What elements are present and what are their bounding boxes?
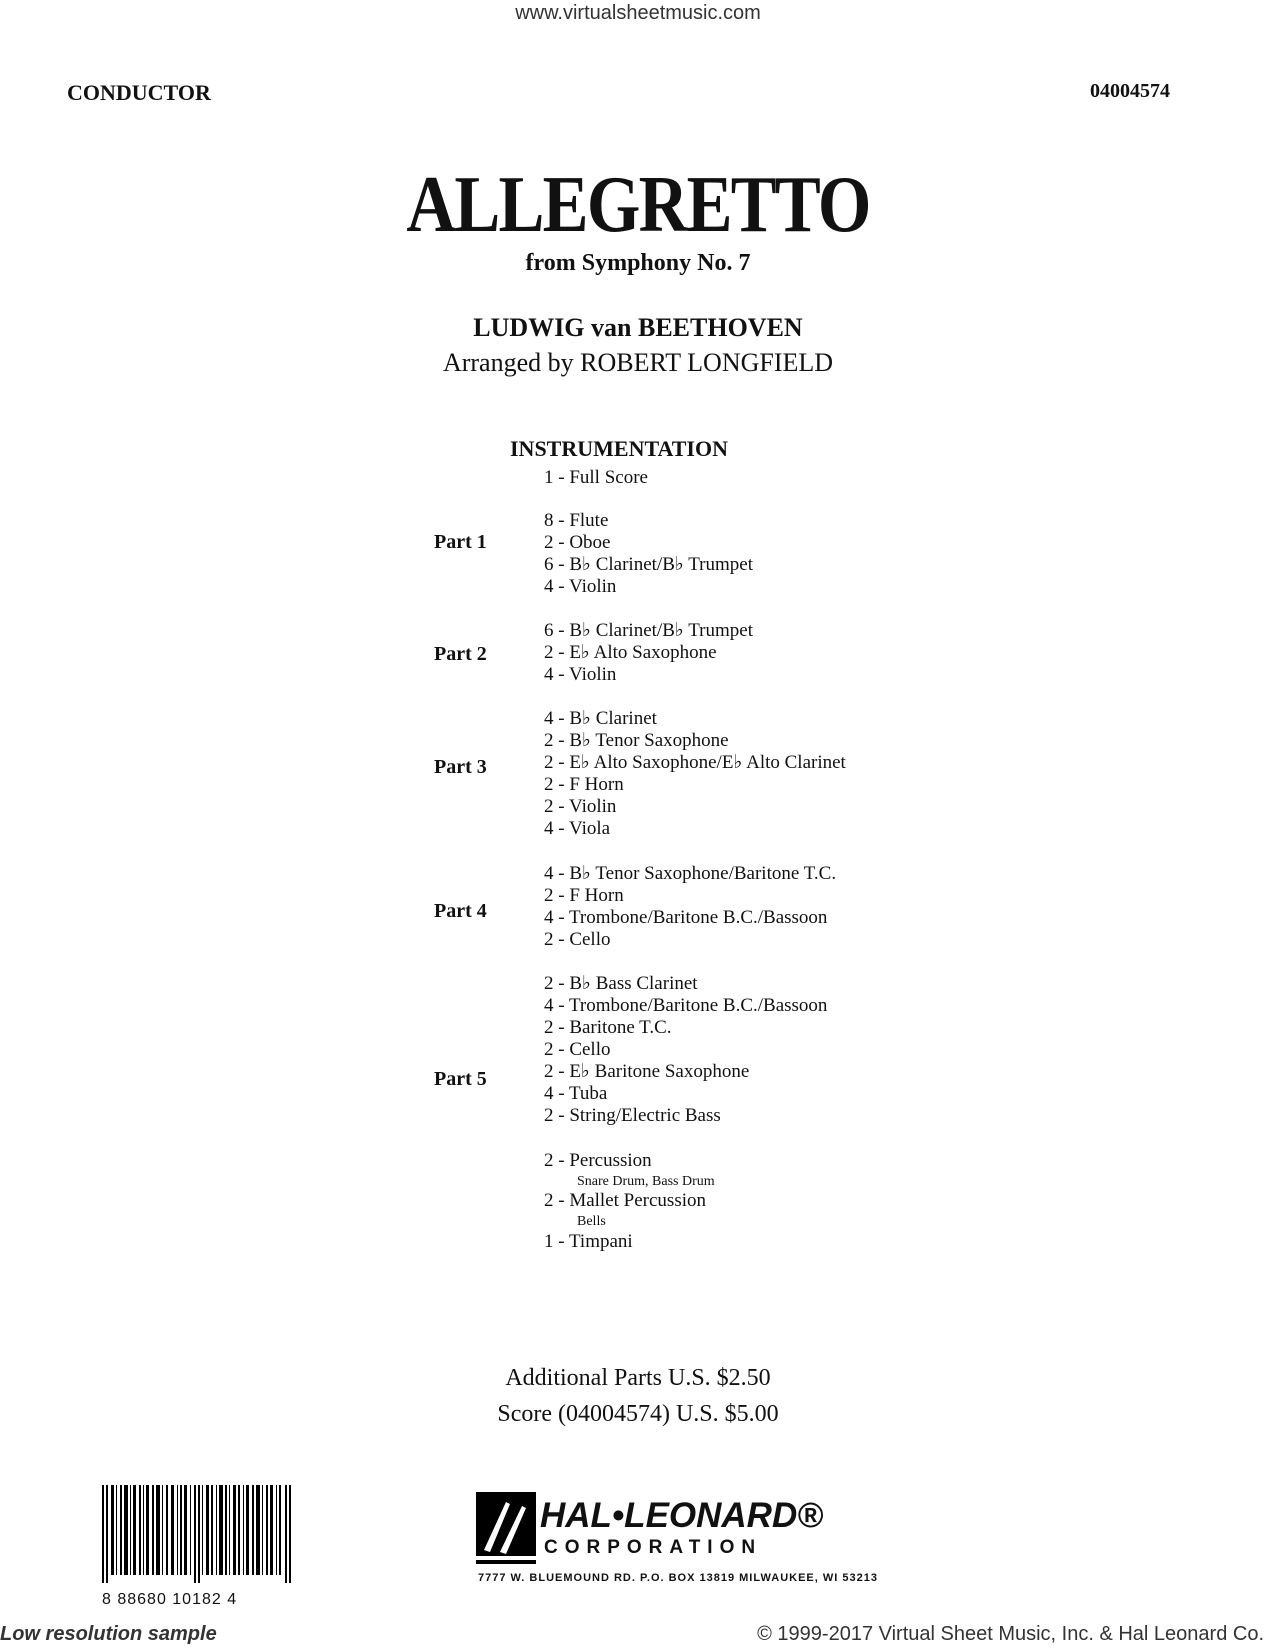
- mallet-line: 2 - Mallet Percussion: [544, 1190, 707, 1211]
- part-2-item: 2 - E♭ Alto Saxophone: [544, 642, 717, 663]
- arranger: Arranged by ROBERT LONGFIELD: [442, 348, 834, 377]
- part-3-item: 4 - B♭ Clarinet: [544, 708, 657, 729]
- score-price: Score (04004574) U.S. $5.00: [497, 1401, 779, 1427]
- part-2-item: 6 - B♭ Clarinet/B♭ Trumpet: [544, 620, 753, 641]
- part-1-item: 8 - Flute: [544, 510, 609, 531]
- copyright: © 1999-2017 Virtual Sheet Music, Inc. & Hal Leonard Co.: [757, 1623, 1264, 1645]
- subtitle: from Symphony No. 7: [525, 250, 751, 276]
- part-2-label: Part 2: [434, 643, 487, 665]
- composer: LUDWIG van BEETHOVEN: [473, 313, 803, 342]
- part-4-item: 4 - Trombone/Baritone B.C./Bassoon: [544, 907, 828, 928]
- part-5-item: 2 - String/Electric Bass: [544, 1105, 721, 1126]
- catalog-number: 04004574: [1090, 80, 1170, 102]
- hal-leonard-logo-icon: [476, 1492, 536, 1564]
- part-3-item: 2 - E♭ Alto Saxophone/E♭ Alto Clarinet: [544, 752, 846, 773]
- instrumentation-heading: INSTRUMENTATION: [510, 436, 728, 461]
- barcode: [102, 1485, 292, 1583]
- part-3-item: 2 - F Horn: [544, 774, 624, 795]
- part-5-item: 2 - E♭ Baritone Saxophone: [544, 1061, 750, 1082]
- publisher-corporation: CORPORATION: [544, 1537, 763, 1558]
- low-resolution-note: Low resolution sample: [0, 1623, 217, 1645]
- part-5-item: 4 - Trombone/Baritone B.C./Bassoon: [544, 995, 828, 1016]
- part-4-item: 4 - B♭ Tenor Saxophone/Baritone T.C.: [544, 863, 837, 884]
- part-3-label: Part 3: [434, 756, 487, 778]
- publisher-name: HAL•LEONARD®: [540, 1496, 824, 1535]
- part-3-item: 2 - Violin: [544, 796, 617, 817]
- watermark-url: www.virtualsheetmusic.com: [515, 2, 761, 24]
- additional-parts-price: Additional Parts U.S. $2.50: [505, 1365, 771, 1391]
- part-1-item: 6 - B♭ Clarinet/B♭ Trumpet: [544, 554, 753, 575]
- part-3-item: 2 - B♭ Tenor Saxophone: [544, 730, 729, 751]
- conductor-label: CONDUCTOR: [67, 80, 211, 105]
- full-score-line: 1 - Full Score: [544, 467, 648, 488]
- part-5-label: Part 5: [434, 1068, 487, 1090]
- percussion-line: 2 - Percussion: [544, 1150, 652, 1171]
- mallet-detail: Bells: [577, 1214, 606, 1229]
- part-2-item: 4 - Violin: [544, 664, 617, 685]
- part-1-label: Part 1: [434, 531, 487, 553]
- part-4-item: 2 - Cello: [544, 929, 611, 950]
- part-4-item: 2 - F Horn: [544, 885, 624, 906]
- part-1-item: 4 - Violin: [544, 576, 617, 597]
- publisher-address: 7777 W. BLUEMOUND RD. P.O. BOX 13819 MILWAUKEE, WI 53213: [478, 1572, 878, 1584]
- part-4-label: Part 4: [434, 900, 487, 922]
- part-3-item: 4 - Viola: [544, 818, 611, 839]
- part-1-item: 2 - Oboe: [544, 532, 611, 553]
- part-5-item: 4 - Tuba: [544, 1083, 608, 1104]
- part-5-item: 2 - Baritone T.C.: [544, 1017, 672, 1038]
- timpani-line: 1 - Timpani: [544, 1231, 633, 1252]
- barcode-number: 8 88680 10182 4: [102, 1591, 238, 1608]
- part-5-item: 2 - B♭ Bass Clarinet: [544, 973, 698, 994]
- part-5-item: 2 - Cello: [544, 1039, 611, 1060]
- percussion-detail: Snare Drum, Bass Drum: [577, 1174, 715, 1189]
- page-title: ALLEGRETTO: [406, 161, 870, 249]
